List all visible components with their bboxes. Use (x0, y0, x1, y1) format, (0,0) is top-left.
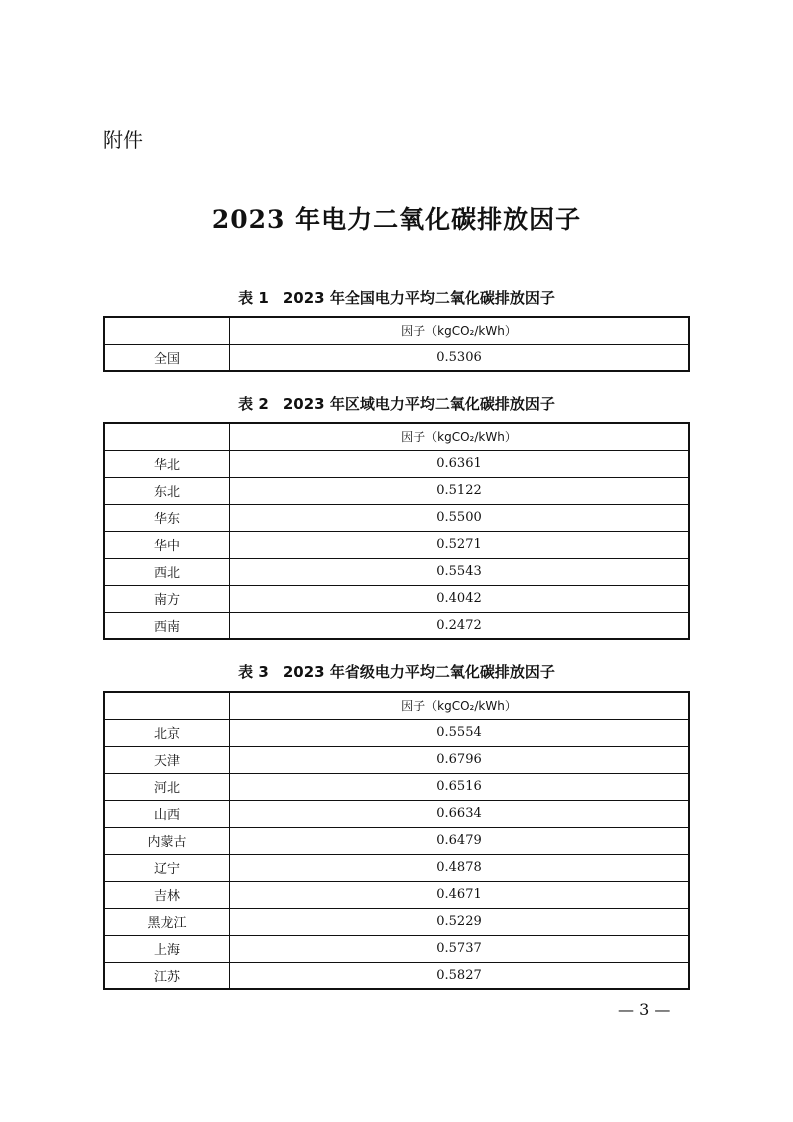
table-2-caption (0, 393, 793, 414)
region-cell: 吉林 (104, 881, 230, 908)
table-row (104, 746, 689, 773)
table-3-number: 表 3 (238, 663, 269, 681)
factor-cell: 0.4042 (230, 585, 690, 612)
factor-cell: 0.6634 (230, 800, 690, 827)
table-row (104, 719, 689, 746)
table-row (104, 935, 689, 962)
factor-cell: 0.6361 (230, 450, 690, 477)
table-3-caption (0, 661, 793, 682)
table-header-row (104, 423, 689, 450)
region-cell: 河北 (104, 773, 230, 800)
region-cell: 黑龙江 (104, 908, 230, 935)
factor-cell: 0.2472 (230, 612, 690, 639)
region-cell: 华北 (104, 450, 230, 477)
region-cell: 西北 (104, 558, 230, 585)
table-row (104, 800, 689, 827)
table-1-caption (0, 287, 793, 308)
factor-cell: 0.5827 (230, 962, 690, 989)
table-row (104, 612, 689, 639)
region-cell: 江苏 (104, 962, 230, 989)
region-cell: 北京 (104, 719, 230, 746)
region-cell: 华东 (104, 504, 230, 531)
table-row (104, 558, 689, 585)
factor-cell: 0.4671 (230, 881, 690, 908)
table-row (104, 344, 689, 371)
region-cell: 天津 (104, 746, 230, 773)
region-cell: 南方 (104, 585, 230, 612)
table-row (104, 854, 689, 881)
region-cell: 华中 (104, 531, 230, 558)
factor-cell: 0.5554 (230, 719, 690, 746)
factor-header: 因子（kgCO₂/kWh） (230, 317, 690, 344)
table-row (104, 962, 689, 989)
factor-header: 因子（kgCO₂/kWh） (230, 692, 690, 719)
table-row (104, 908, 689, 935)
region-cell: 内蒙古 (104, 827, 230, 854)
table-row (104, 827, 689, 854)
table-1-title: 2023 年全国电力平均二氧化碳排放因子 (282, 289, 555, 307)
factor-cell: 0.5500 (230, 504, 690, 531)
factor-cell: 0.5122 (230, 477, 690, 504)
factor-cell: 0.5271 (230, 531, 690, 558)
factor-cell: 0.4878 (230, 854, 690, 881)
table-row (104, 773, 689, 800)
header-blank-cell (104, 423, 230, 450)
table-row (104, 531, 689, 558)
table-3-title: 2023 年省级电力平均二氧化碳排放因子 (282, 663, 555, 681)
factor-cell: 0.6516 (230, 773, 690, 800)
table-row (104, 477, 689, 504)
region-cell: 东北 (104, 477, 230, 504)
factor-cell: 0.5229 (230, 908, 690, 935)
factor-cell: 0.5306 (230, 344, 690, 371)
factor-cell: 0.6479 (230, 827, 690, 854)
header-blank-cell (104, 317, 230, 344)
table-3 (103, 691, 690, 990)
table-2 (103, 422, 690, 640)
region-cell: 上海 (104, 935, 230, 962)
table-1-number: 表 1 (238, 289, 269, 307)
header-blank-cell (104, 692, 230, 719)
factor-cell: 0.5543 (230, 558, 690, 585)
region-cell: 西南 (104, 612, 230, 639)
table-header-row (104, 692, 689, 719)
factor-cell: 0.5737 (230, 935, 690, 962)
page-number: — 3 — (618, 1000, 671, 1019)
document-title: 2023 年电力二氧化碳排放因子 (211, 205, 582, 234)
table-1 (103, 316, 690, 372)
region-cell: 全国 (104, 344, 230, 371)
factor-cell: 0.6796 (230, 746, 690, 773)
attachment-label: 附件 (103, 128, 143, 152)
table-header-row (104, 317, 689, 344)
factor-header: 因子（kgCO₂/kWh） (230, 423, 690, 450)
table-row (104, 504, 689, 531)
table-2-title: 2023 年区域电力平均二氧化碳排放因子 (282, 395, 555, 413)
table-2-number: 表 2 (238, 395, 269, 413)
table-row (104, 585, 689, 612)
table-row (104, 450, 689, 477)
region-cell: 山西 (104, 800, 230, 827)
table-row (104, 881, 689, 908)
region-cell: 辽宁 (104, 854, 230, 881)
